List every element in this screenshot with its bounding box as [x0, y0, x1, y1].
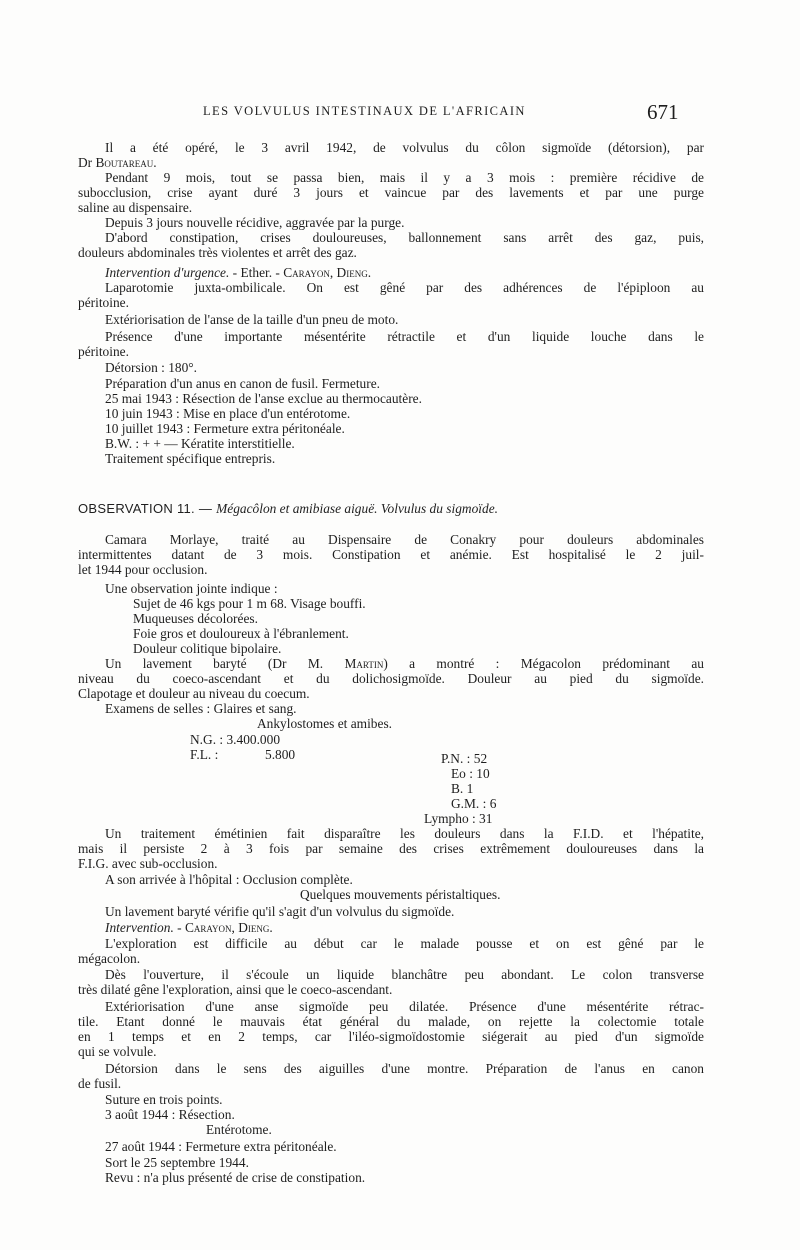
text-line: intermittentes datant de 3 mois. Constipation et anémie. Est hospitalisé le 2 juil- [78, 547, 704, 562]
text-line: niveau du coeco-ascendant et du dolichosigmoïde. Douleur au pied du sigmoïde. [78, 671, 704, 686]
page-number: 671 [647, 100, 679, 124]
text-line: Dr Boutareau. [78, 155, 157, 170]
text-line: Examens de selles : Glaires et sang. [105, 701, 297, 716]
text-line: Détorsion : 180°. [105, 360, 198, 375]
text-line: Extériorisation d'une anse sigmoïde peu dilatée. Présence d'une mésentérite rétrac- [105, 999, 704, 1014]
text-line: Dès l'ouverture, il s'écoule un liquide blanchâtre peu abondant. Le colon transverse [105, 967, 704, 982]
text-line: Sort le 25 septembre 1944. [105, 1155, 249, 1170]
text-line: B.W. : + + — Kératite interstitielle. [105, 436, 295, 451]
text-line: Intervention d'urgence. - Ether. - Carayon, Dieng. [105, 265, 372, 280]
observation-subtitle: Mégacôlon et amibiase aiguë. Volvulus du sigmoïde. [216, 501, 498, 516]
text-line: subocclusion, crise ayant duré 3 jours et vaincue par des lavements et par une purge [78, 185, 704, 200]
text-line: 10 juin 1943 : Mise en place d'un entérotome. [105, 406, 351, 421]
text-line: Foie gros et douloureux à l'ébranlement. [133, 626, 349, 641]
text-line: Depuis 3 jours nouvelle récidive, aggravée par la purge. [105, 215, 405, 230]
text-line: Traitement spécifique entrepris. [105, 451, 276, 466]
text-line: Entérotome. [206, 1122, 272, 1137]
text-line: Ankylostomes et amibes. [257, 716, 393, 731]
text-line: L'exploration est difficile au début car le malade pousse et on est gêné par le [105, 936, 704, 951]
text-line: let 1944 pour occlusion. [78, 562, 208, 577]
text-line: Un traitement émétinien fait disparaître les douleurs dans la F.I.D. et l'hépatite, [105, 826, 704, 841]
formula-eo: Eo : 10 [451, 766, 490, 781]
text-line: qui se volvule. [78, 1044, 157, 1059]
text-line: Extériorisation de l'anse de la taille d'un pneu de moto. [105, 312, 399, 327]
running-title: LES VOLVULUS INTESTINAUX DE L'AFRICAIN [203, 104, 526, 118]
text-line: Quelques mouvements péristaltiques. [300, 887, 501, 902]
blood-count-fl-value: 5.800 [265, 747, 296, 762]
text-line: Préparation d'un anus en canon de fusil. Fermeture. [105, 376, 380, 391]
formula-gm: G.M. : 6 [451, 796, 497, 811]
observation-heading: OBSERVATION 11. — Mégacôlon et amibiase aiguë. Volvulus du sigmoïde. [78, 501, 498, 516]
formula-pn: P.N. : 52 [441, 751, 488, 766]
text-line: Laparotomie juxta-ombilicale. On est gêné par des adhérences de l'épiploon au [105, 280, 704, 295]
text-line: mégacolon. [78, 951, 141, 966]
text-line: F.I.G. avec sub-occlusion. [78, 856, 218, 871]
text-line: Détorsion dans le sens des aiguilles d'une montre. Préparation de l'anus en canon [105, 1061, 704, 1076]
text-line: Douleur colitique bipolaire. [133, 641, 282, 656]
text-line: A son arrivée à l'hôpital : Occlusion complète. [105, 872, 353, 887]
blood-count-fl-label: F.L. : [190, 747, 219, 762]
author-name: Boutareau. [95, 155, 157, 170]
text-line: 3 août 1944 : Résection. [105, 1107, 235, 1122]
blood-count-ng: N.G. : 3.400.000 [190, 732, 281, 747]
text-line: 25 mai 1943 : Résection de l'anse exclue au thermocautère. [105, 391, 422, 406]
text-line: saline au dispensaire. [78, 200, 193, 215]
text-line: Revu : n'a plus présenté de crise de constipation. [105, 1170, 366, 1185]
text-line: Sujet de 46 kgs pour 1 m 68. Visage bouffi. [133, 596, 366, 611]
text-line: 27 août 1944 : Fermeture extra péritonéale. [105, 1139, 337, 1154]
text-line: Clapotage et douleur au niveau du coecum. [78, 686, 310, 701]
text-line: Pendant 9 mois, tout se passa bien, mais il y a 3 mois : première récidive de [105, 170, 704, 185]
text-line: très dilaté gêne l'exploration, ainsi que le coeco-ascendant. [78, 982, 393, 997]
text-line: douleurs abdominales très violentes et arrêt des gaz. [78, 245, 357, 260]
surgeons-names: Carayon, Dieng. [283, 265, 372, 280]
formula-b: B. 1 [451, 781, 474, 796]
text-line: Intervention. - Carayon, Dieng. [105, 920, 273, 935]
text-line: Un lavement baryté vérifie qu'il s'agit d'un volvulus du sigmoïde. [105, 904, 455, 919]
surgeons-names: Carayon, Dieng. [184, 920, 273, 935]
text-line: Une observation jointe indique : [105, 581, 278, 596]
text-line: péritoine. [78, 295, 129, 310]
text-line: Muqueuses décolorées. [133, 611, 258, 626]
text-line: mais il persiste 2 à 3 fois par semaine des crises extrêmement douloureuses dans la [78, 841, 704, 856]
text-line: Camara Morlaye, traité au Dispensaire de Conakry pour douleurs abdominales [105, 532, 704, 547]
text-line: Présence d'une importante mésentérite rétractile et d'un liquide louche dans le [105, 329, 704, 344]
text-line: de fusil. [78, 1076, 122, 1091]
text-line: Suture en trois points. [105, 1092, 223, 1107]
formula-lympho: Lympho : 31 [424, 811, 493, 826]
text-line: D'abord constipation, crises douloureuses, ballonnement sans arrêt des gaz, puis, [105, 230, 704, 245]
text-line: Il a été opéré, le 3 avril 1942, de volvulus du côlon sigmoïde (détorsion), par [105, 140, 704, 155]
text-line: péritoine. [78, 344, 129, 359]
text-line: Un lavement baryté (Dr M. Martin) a montré : Mégacolon prédominant au [105, 656, 704, 671]
text-line: en 1 temps et en 2 temps, car l'iléo-sigmoïdostomie siégerait au pied d'un sigmoïde [78, 1029, 704, 1044]
text-line: 10 juillet 1943 : Fermeture extra péritonéale. [105, 421, 345, 436]
text-line: tile. Etant donné le mauvais état général du malade, on rejette la colectomie totale [78, 1014, 704, 1029]
